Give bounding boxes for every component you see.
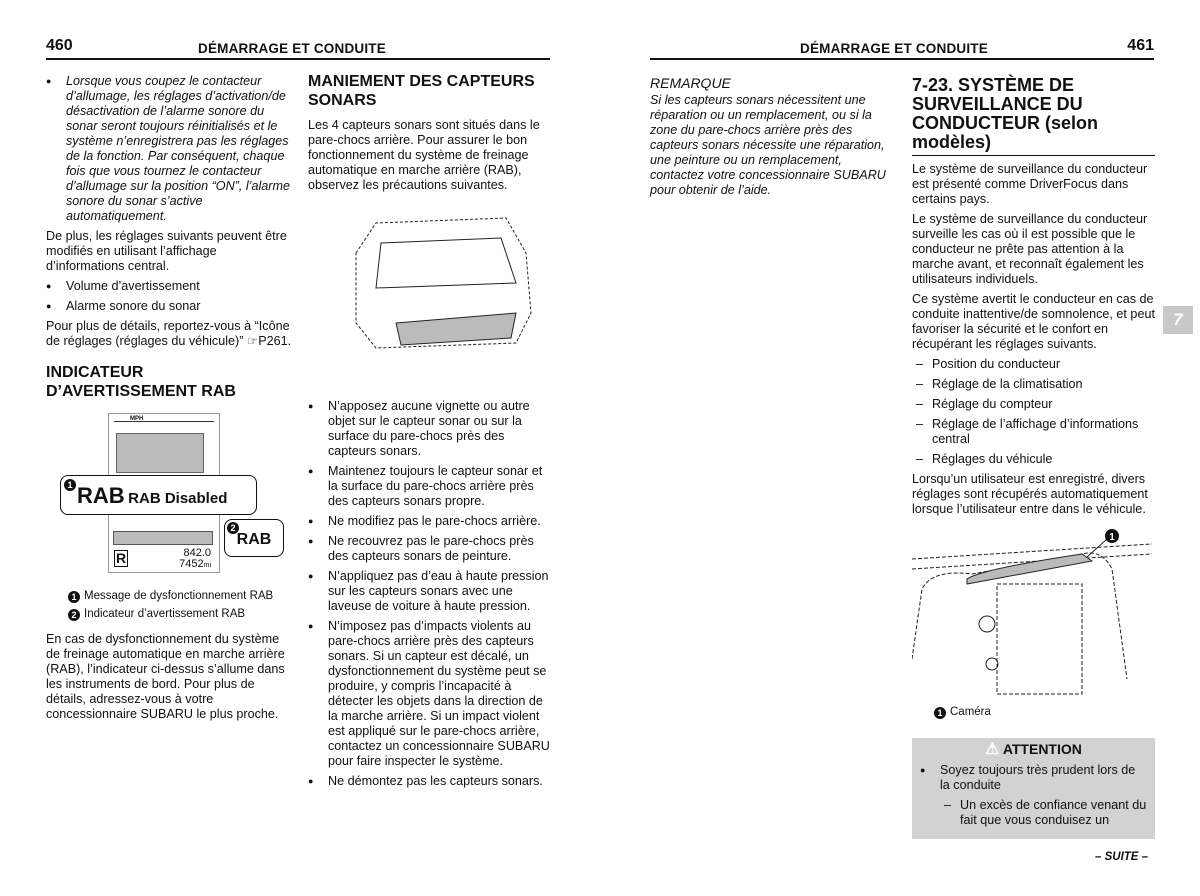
- caption-text: Indicateur d’avertissement RAB: [84, 608, 246, 620]
- rear-bumper-illustration: [308, 213, 552, 383]
- list-item: ● Ne recouvrez pas le pare-chocs près des capteurs sonars de peinture.: [308, 534, 552, 564]
- callout-number: 1: [1109, 532, 1115, 543]
- list-item: – Réglage de l’affichage d’informations central: [912, 417, 1155, 447]
- note-text: Si les capteurs sonars nécessitent une réparation ou un remplacement, ou si la zone du pare-chocs arrière près des capteurs sonars nécessite une réparation, une peinture ou un remplacement, contactez votre concessionnaire SUBARU pour obtenir de l’aide.: [650, 93, 886, 197]
- camera-illustration: [912, 529, 1155, 699]
- callout-number: 1: [68, 591, 80, 603]
- list-item: – Réglages du véhicule: [912, 452, 1155, 467]
- attention-box: [912, 738, 1155, 839]
- column-2: [308, 64, 552, 794]
- column-3: [650, 76, 890, 203]
- rab-warning-indicator: RAB: [236, 531, 272, 548]
- rab-disabled-message: RAB Disabled: [128, 490, 228, 507]
- column-1: [46, 74, 292, 727]
- right-page-header: [650, 38, 1154, 60]
- paragraph: Le système de surveillance du conducteur surveille les cas où il est possible que le conducteur ne prête pas attention à la marche avant, et reconnaît également les utilisateurs individuels.: [912, 212, 1148, 286]
- column-4: [912, 76, 1155, 839]
- page-number: 461: [1127, 37, 1154, 54]
- caption: [68, 589, 292, 604]
- list-item: ● Ne modifiez pas le pare-chocs arrière.: [308, 514, 552, 529]
- chapter-tab: 7: [1163, 306, 1193, 334]
- paragraph: Les 4 capteurs sonars sont situés dans le pare-chocs arrière. Pour assurer le bon fonctionnement du système de freinage automatique en marche arrière (RAB), observez les précautions suivantes.: [308, 118, 540, 192]
- attention-title: ATTENTION: [1002, 741, 1082, 757]
- callout-number: 2: [68, 609, 80, 621]
- caption: [912, 705, 1155, 720]
- continued-label: – SUITE –: [1095, 851, 1149, 863]
- trip-value: 842.0: [183, 547, 211, 559]
- paragraph: Ce système avertit le conducteur en cas de conduite inattentive/de somnolence, et peut favoriser la sécurité et le confort en récupérant les réglages suivants.: [912, 292, 1155, 351]
- list-item: – Réglage de la climatisation: [912, 377, 1155, 392]
- warning-triangle-icon: ⚠: [985, 741, 1000, 758]
- gear-indicator: R: [115, 550, 127, 566]
- rab-icon-text: RAB: [77, 483, 125, 508]
- list-item: ● Soyez toujours très prudent lors de la conduite: [920, 763, 1147, 793]
- section-title: DÉMARRAGE ET CONDUITE: [198, 41, 386, 56]
- dashboard-camera-icon: [912, 529, 1152, 699]
- section-heading: 7-23. SYSTÈME DE SURVEILLANCE DU CONDUCTEUR (selon modèles): [912, 76, 1155, 156]
- left-page-header: [46, 38, 550, 60]
- caption: [68, 607, 292, 622]
- paragraph: Le système de surveillance du conducteur est présenté comme DriverFocus dans certains pays.: [912, 162, 1148, 206]
- odometer-unit: mi: [203, 562, 211, 569]
- list-item: ● N’appliquez pas d’eau à haute pression sur les capteurs sonars avec une laveuse de voiture à haute pression.: [308, 569, 552, 614]
- rab-display-figure: MPH 1 RAB RAB Disabled 2 RAB R 842.0 7452mi: [46, 411, 292, 579]
- paragraph: En cas de dysfonctionnement du système de freinage automatique en marche arrière (RAB), l’indicateur ci-dessus s’allume dans les instruments de bord. Pour plus de détails, adressez-vous à votre concessionnaire SUBARU le plus proche.: [46, 632, 285, 721]
- paragraph: Pour plus de détails, reportez-vous à “Icône de réglages (réglages du véhicule)” ☞P261.: [46, 319, 292, 348]
- list-item: ● N’apposez aucune vignette ou autre objet sur le capteur sonar ou sur la surface du pare-chocs près des capteurs sonars.: [308, 399, 552, 459]
- italic-note: ● Lorsque vous coupez le contacteur d’allumage, les réglages d’activation/de désactivation de l’alarme sonore du sonar seront toujours réinitialisés et le système n’enregistrera pas les réglages de la fonction. Par conséquent, chaque fois que vous tournez le contacteur d’allumage sur la position “ON”, l’alarme sonore du sonar s’active automatiquement.: [46, 74, 292, 224]
- car-rear-icon: [336, 213, 536, 363]
- caption-text: Message de dysfonctionnement RAB: [84, 590, 274, 602]
- odometer-value: 7452: [179, 558, 204, 570]
- list-item: – Un excès de confiance venant du fait que vous conduisez un: [940, 798, 1147, 828]
- callout-number: 1: [934, 707, 946, 719]
- paragraph: Lorsqu’un utilisateur est enregistré, divers réglages sont récupérés automatiquement lorsque l’utilisateur entre dans le véhicule.: [912, 472, 1148, 516]
- list-item: – Réglage du compteur: [912, 397, 1155, 412]
- scale-label: MPH: [130, 416, 144, 422]
- list-item: ● Volume d’avertissement: [46, 279, 292, 294]
- list-item: – Position du conducteur: [912, 357, 1155, 372]
- list-item: ● Ne démontez pas les capteurs sonars.: [308, 774, 552, 789]
- page-number: 460: [46, 37, 73, 54]
- list-item: ● N’imposez pas d’impacts violents au pare-chocs arrière près des capteurs sonars. Si un capteur est décalé, un dysfonctionnement du système peut se produire, y compris l’incapacité à détecter les objets dans la direction de la marche arrière. Si un impact violent est appliqué sur le pare-chocs arrière, contactez un concessionnaire SUBARU pour faire inspecter le système.: [308, 619, 552, 769]
- section-heading: MANIEMENT DES CAPTEURS SONARS: [308, 73, 535, 109]
- section-heading: INDICATEUR D’AVERTISSEMENT RAB: [46, 364, 236, 400]
- list-item: ● Alarme sonore du sonar: [46, 299, 292, 314]
- note-title: REMARQUE: [650, 75, 731, 91]
- caption-text: Caméra: [950, 706, 991, 718]
- paragraph: De plus, les réglages suivants peuvent être modifiés en utilisant l’affichage d’informations central.: [46, 229, 287, 273]
- list-item: ● Maintenez toujours le capteur sonar et la surface du pare-chocs arrière près des capteurs sonars propre.: [308, 464, 552, 509]
- section-title: DÉMARRAGE ET CONDUITE: [800, 41, 988, 56]
